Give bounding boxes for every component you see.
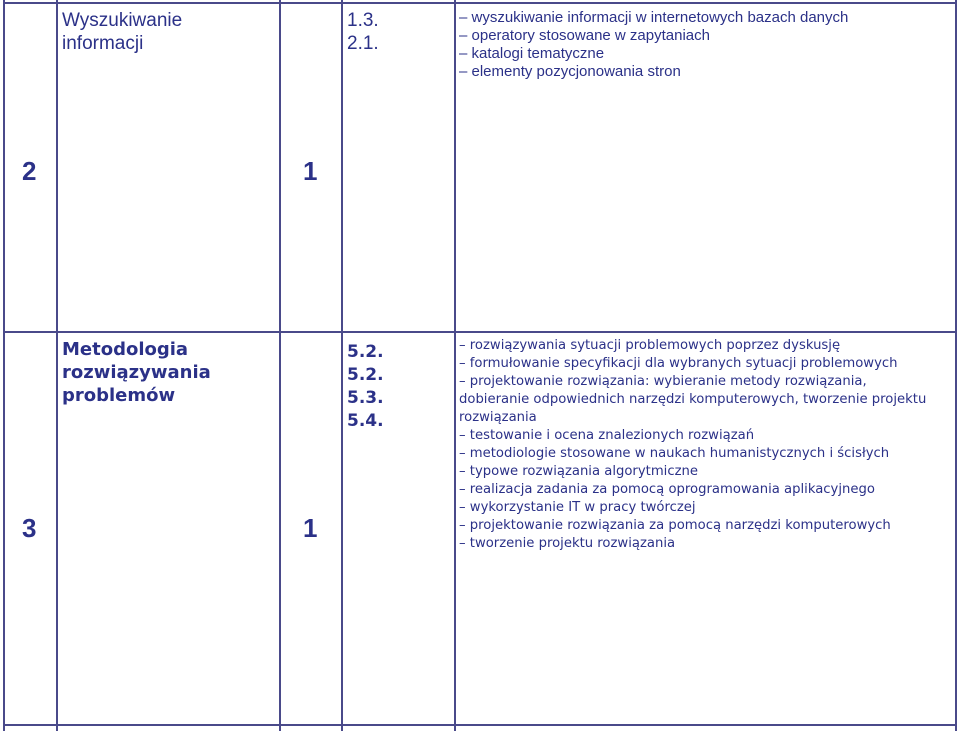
content-item: – wyszukiwanie informacji w internetowych bazach danych: [459, 9, 849, 26]
column-divider-1: [56, 0, 58, 731]
content-item: – typowe rozwiązania algorytmiczne: [459, 464, 698, 479]
topic-line: Metodologia: [62, 339, 189, 360]
content-item: – elementy pozycjonowania stron: [459, 63, 681, 80]
row-divider-bottom: [3, 724, 957, 726]
content-item: – testowanie i ocena znalezionych rozwiązań: [459, 428, 755, 443]
content-item: – projektowanie rozwiązania: wybieranie metody rozwiązania, dobieranie odpowiednich narzędzi komputerowych, tworzenie projektu rozwiązania: [459, 374, 927, 425]
table-border-right: [955, 0, 957, 731]
codes-cell-row-3: [347, 341, 384, 433]
code-item: 5.2.: [347, 342, 384, 362]
code-item: 5.3.: [347, 388, 384, 408]
codes-cell-row-1: [347, 9, 379, 55]
code-item: 5.4.: [347, 411, 384, 431]
code-item: 1.3.: [347, 10, 379, 31]
column-divider-4: [454, 0, 456, 731]
topic-cell-metodologia: [62, 338, 211, 407]
column-divider-3: [341, 0, 343, 731]
content-item: – operatory stosowane w zapytaniach: [459, 27, 710, 44]
code-item: 2.1.: [347, 33, 379, 54]
hours-row-3: 1: [303, 513, 318, 543]
content-item: – rozwiązywania sytuacji problemowych poprzez dyskusję: [459, 338, 841, 353]
content-item: – formułowanie specyfikacji dla wybranych sytuacji problemowych: [459, 356, 898, 371]
content-item: – wykorzystanie IT w pracy twórczej: [459, 500, 696, 515]
hours-row-2: 1: [303, 156, 318, 186]
topic-line: informacji: [62, 33, 144, 54]
code-item: 5.2.: [347, 365, 384, 385]
content-item: – metodiologie stosowane w naukach humanistycznych i ścisłych: [459, 446, 890, 461]
content-list-row-3: [459, 337, 929, 553]
column-divider-2: [279, 0, 281, 731]
topic-cell-wyszukiwanie: [62, 9, 182, 55]
content-list-row-1: [459, 9, 848, 81]
content-item: – realizacja zadania za pomocą oprogramowania aplikacyjnego: [459, 482, 875, 497]
topic-line: Wyszukiwanie: [62, 10, 183, 31]
content-item: – tworzenie projektu rozwiązania: [459, 536, 676, 551]
row-number-2: 2: [22, 156, 37, 186]
row-number-3: 3: [22, 513, 37, 543]
table-border-left: [3, 0, 5, 731]
content-item: – katalogi tematyczne: [459, 45, 605, 62]
topic-line: rozwiązywania: [62, 362, 211, 383]
row-divider-2-3: [3, 331, 957, 333]
row-divider-top: [3, 2, 957, 4]
topic-line: problemów: [62, 385, 176, 406]
content-item: – projektowanie rozwiązania za pomocą narzędzi komputerowych: [459, 518, 891, 533]
